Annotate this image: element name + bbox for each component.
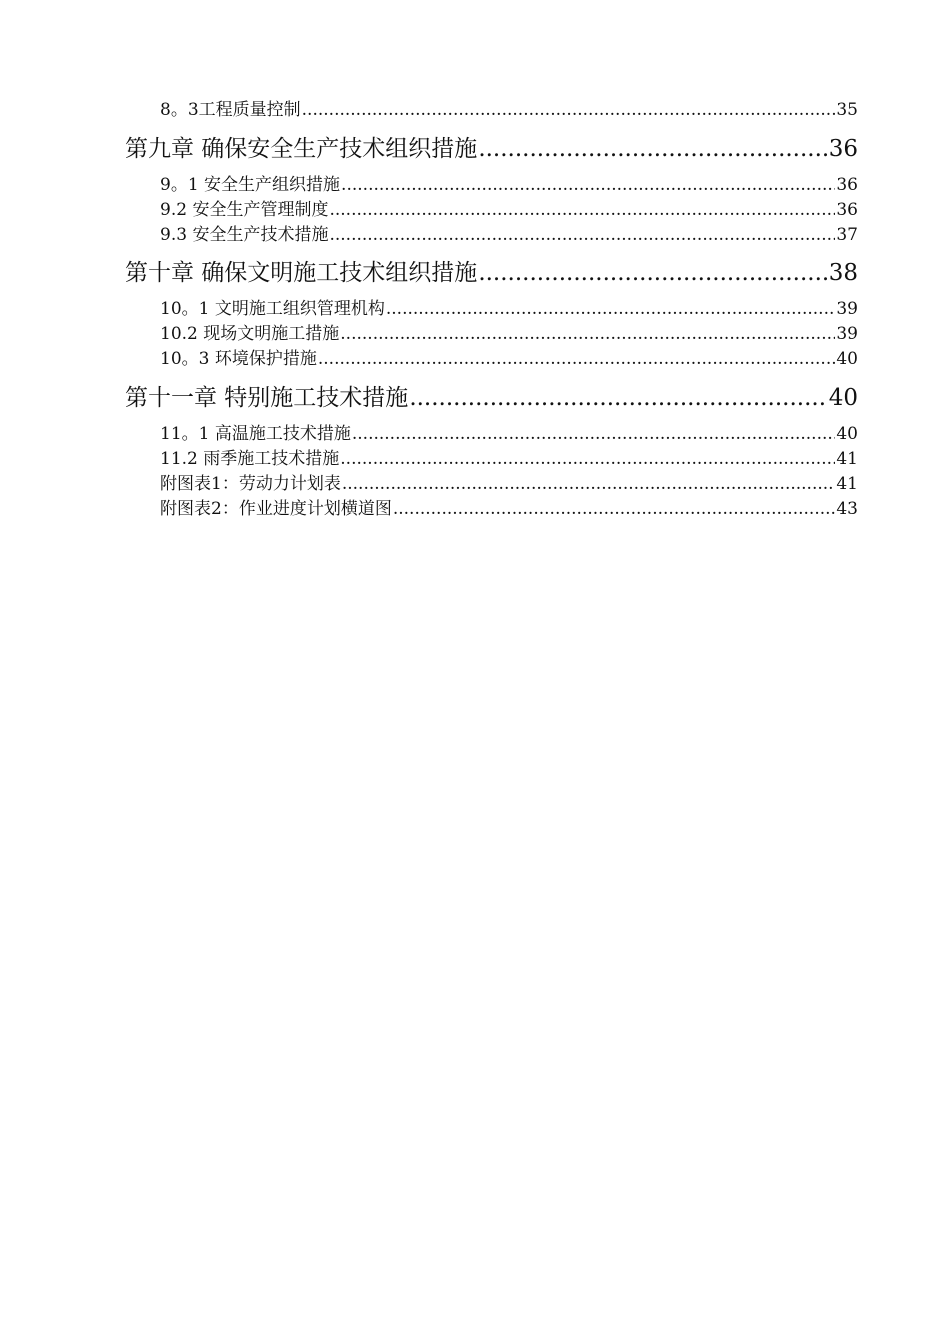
toc-chapter-entry[interactable]: [125, 257, 858, 289]
toc-entry-page: 39: [836, 324, 858, 344]
toc-entry-page: 35: [836, 100, 858, 120]
toc-entry-title: 11。1 高温施工技术措施: [160, 424, 351, 444]
toc-entry[interactable]: [160, 198, 858, 223]
toc-dot-leader: [340, 447, 835, 472]
toc-entry-title: 9。1 安全生产组织措施: [160, 175, 341, 195]
toc-dot-leader: [342, 472, 836, 497]
toc-entry[interactable]: [160, 497, 858, 522]
toc-entry-page: 41: [836, 474, 858, 494]
toc-dot-leader: [393, 497, 836, 522]
toc-entry-title: 10.2 现场文明施工措施: [160, 324, 340, 344]
toc-dot-leader: [340, 322, 835, 347]
toc-dot-leader: [409, 382, 827, 414]
toc-entry-page: 41: [836, 449, 858, 469]
toc-dot-leader: [478, 133, 827, 165]
toc-entry-title: 8。3工程质量控制: [160, 100, 301, 120]
toc-entry[interactable]: [160, 297, 858, 322]
toc-entry-title: 11.2 雨季施工技术措施: [160, 449, 340, 469]
toc-entry[interactable]: [160, 98, 858, 123]
toc-entry-page: 40: [836, 349, 858, 369]
toc-entry-page: 39: [836, 299, 858, 319]
toc-entry[interactable]: [160, 223, 858, 248]
toc-chapter-entry[interactable]: [125, 133, 858, 165]
toc-entry-title: 9.2 安全生产管理制度: [160, 200, 329, 220]
toc-chapter-page: 40: [828, 385, 858, 411]
toc-dot-leader: [386, 297, 836, 322]
toc-entry-title: 附图表1：劳动力计划表: [160, 474, 341, 494]
toc-chapter-title: 第十一章 特别施工技术措施: [125, 385, 409, 411]
toc-chapter-page: 36: [828, 136, 858, 162]
toc-entry-title: 10。1 文明施工组织管理机构: [160, 299, 385, 319]
toc-dot-leader: [318, 347, 836, 372]
toc-entry[interactable]: [160, 422, 858, 447]
toc-dot-leader: [478, 257, 827, 289]
toc-dot-leader: [329, 198, 835, 223]
toc-entry[interactable]: [160, 322, 858, 347]
toc-chapter-page: 38: [828, 260, 858, 286]
toc-entry-title: 9.3 安全生产技术措施: [160, 225, 329, 245]
toc-dot-leader: [329, 223, 835, 248]
toc-entry-page: 36: [836, 175, 858, 195]
toc-entry[interactable]: [160, 447, 858, 472]
toc-entry-page: 43: [836, 499, 858, 519]
toc-chapter-entry[interactable]: [125, 382, 858, 414]
toc-entry[interactable]: [160, 173, 858, 198]
toc-entry[interactable]: [160, 472, 858, 497]
toc-dot-leader: [302, 98, 836, 123]
toc-chapter-title: 第九章 确保安全生产技术组织措施: [125, 136, 478, 162]
toc-dot-leader: [341, 173, 835, 198]
toc-entry-page: 40: [836, 424, 858, 444]
toc-entry-title: 10。3 环境保护措施: [160, 349, 317, 369]
toc-dot-leader: [352, 422, 836, 447]
toc-chapter-title: 第十章 确保文明施工技术组织措施: [125, 260, 478, 286]
toc-entry-page: 37: [836, 225, 858, 245]
toc-entry-title: 附图表2：作业进度计划横道图: [160, 499, 392, 519]
toc-entry-page: 36: [836, 200, 858, 220]
toc-entry[interactable]: [160, 347, 858, 372]
